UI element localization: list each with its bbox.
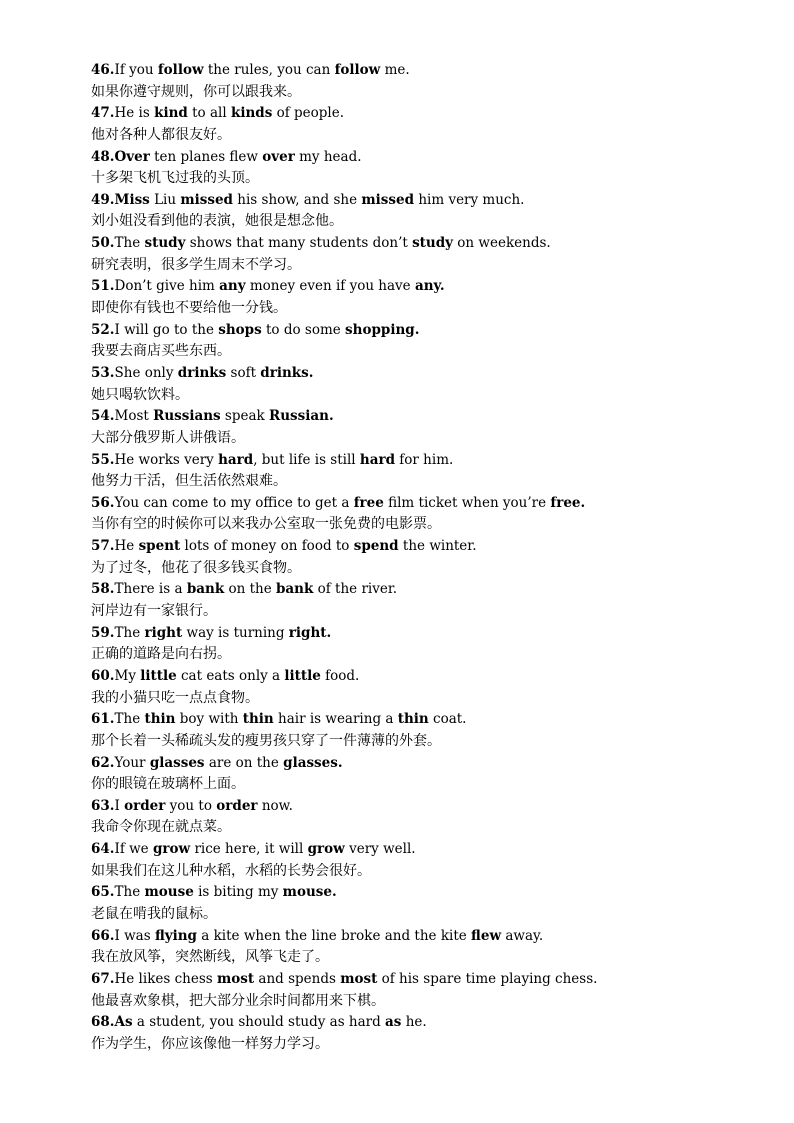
highlighted-word: follow bbox=[334, 62, 381, 78]
sentence-number: 54. bbox=[91, 408, 115, 425]
sentence-text: money even if you have bbox=[245, 278, 415, 295]
highlighted-word: right bbox=[144, 624, 183, 641]
sentence-number: 57. bbox=[91, 538, 115, 555]
sentence-number: 47. bbox=[91, 105, 115, 122]
sentence-number: 58. bbox=[91, 581, 115, 598]
highlighted-word: spent bbox=[138, 538, 181, 555]
english-sentence bbox=[91, 190, 731, 212]
sentence-text: a student, you should study bbox=[132, 1014, 330, 1031]
english-sentence bbox=[91, 406, 731, 428]
chinese-translation: 作为学生，你应该像他一样努力学习。 bbox=[91, 1035, 329, 1052]
sentence-text: is biting my bbox=[193, 884, 283, 901]
sentence-text: of his spare time playing chess. bbox=[377, 970, 598, 987]
english-sentence bbox=[91, 666, 731, 688]
sentence-text: If we bbox=[114, 841, 153, 858]
english-sentence bbox=[91, 536, 731, 558]
sentence-text: soft bbox=[226, 364, 261, 381]
english-sentence bbox=[91, 926, 731, 948]
english-sentence bbox=[91, 623, 731, 645]
highlighted-word: drinks. bbox=[260, 364, 314, 381]
chinese-translation: 正确的道路是向右拐。 bbox=[91, 646, 231, 663]
chinese-translation: 大部分俄罗斯人讲俄语。 bbox=[91, 429, 245, 446]
highlighted-word: as bbox=[385, 1014, 402, 1031]
highlighted-word: most bbox=[216, 970, 255, 987]
highlighted-word: flying bbox=[154, 927, 197, 944]
chinese-translation: 老鼠在啃我的鼠标。 bbox=[91, 905, 217, 922]
chinese-translation: 即使你有钱也不要给他一分钱。 bbox=[91, 300, 287, 317]
sentence-text: me. bbox=[380, 62, 410, 78]
sentence-text: the rules, you can bbox=[203, 62, 335, 78]
sentence-number: 48. bbox=[91, 148, 115, 165]
highlighted-word: mouse. bbox=[282, 884, 337, 901]
chinese-translation: 我的小猫只吃一点点食物。 bbox=[91, 689, 259, 706]
english-sentence bbox=[91, 60, 731, 82]
highlighted-word: bank bbox=[186, 581, 225, 598]
sentence-number: 55. bbox=[91, 451, 115, 468]
highlighted-word: right. bbox=[288, 624, 332, 641]
sentence-number: 65. bbox=[91, 884, 115, 901]
highlighted-word: Over bbox=[114, 148, 150, 165]
sentence-text: , but life is still bbox=[253, 451, 360, 468]
highlighted-word: grow bbox=[152, 841, 191, 858]
sentence-text: on weekends. bbox=[453, 235, 551, 252]
sentence-text: She only bbox=[114, 364, 178, 381]
chinese-translation: 研究表明，很多学生周末不学习。 bbox=[91, 256, 301, 273]
highlighted-word: any. bbox=[414, 278, 445, 295]
sentence-text: of the river. bbox=[313, 581, 398, 598]
sentence-number: 63. bbox=[91, 797, 115, 814]
english-sentence bbox=[91, 839, 731, 861]
english-sentence bbox=[91, 103, 731, 125]
sentence-text: a kite when the line broke and the kite bbox=[197, 927, 472, 944]
highlighted-word: kinds bbox=[230, 105, 273, 122]
chinese-translation: 如果你遵守规则，你可以跟我来。 bbox=[91, 83, 301, 100]
document-body bbox=[91, 60, 731, 1055]
highlighted-word: Miss bbox=[114, 191, 150, 208]
highlighted-word: As bbox=[114, 1014, 133, 1031]
english-sentence bbox=[91, 320, 731, 342]
sentence-text: his show, and she bbox=[233, 191, 362, 208]
sentence-text: lots of money on food to bbox=[180, 538, 354, 555]
sentence-number: 60. bbox=[91, 667, 115, 684]
chinese-translation: 为了过冬，他花了很多钱买食物。 bbox=[91, 559, 301, 576]
highlighted-word: study bbox=[412, 235, 454, 252]
sentence-text: He bbox=[114, 538, 139, 555]
highlighted-word: most bbox=[340, 970, 378, 987]
sentence-text: very well. bbox=[344, 841, 416, 858]
english-sentence bbox=[91, 753, 731, 775]
sentence-text: My bbox=[114, 667, 141, 684]
sentence-text: The bbox=[114, 624, 145, 641]
sentence-text: The bbox=[114, 235, 145, 252]
sentence-text: film ticket when you’re bbox=[383, 494, 551, 511]
sentence-text: and spends bbox=[254, 970, 341, 987]
sentence-text: on the bbox=[224, 581, 276, 598]
sentence-text: Liu bbox=[149, 191, 181, 208]
highlighted-word: drinks bbox=[177, 364, 227, 381]
english-sentence bbox=[91, 493, 731, 515]
sentence-text: away. bbox=[501, 927, 544, 944]
sentence-number: 64. bbox=[91, 841, 115, 858]
highlighted-word: missed bbox=[361, 191, 415, 208]
sentence-text: I bbox=[114, 797, 125, 814]
sentence-text: There is a bbox=[114, 581, 187, 598]
chinese-translation: 他努力干活，但生活依然艰难。 bbox=[91, 473, 287, 490]
english-sentence bbox=[91, 233, 731, 255]
highlighted-word: study bbox=[144, 235, 186, 252]
chinese-translation: 我命令你现在就点菜。 bbox=[91, 819, 231, 836]
chinese-translation: 我要去商店买些东西。 bbox=[91, 343, 231, 360]
english-sentence bbox=[91, 450, 731, 472]
highlighted-word: thin bbox=[144, 711, 176, 728]
sentence-text: the winter. bbox=[398, 538, 477, 555]
chinese-translation: 那个长着一头稀疏头发的瘦男孩只穿了一件薄薄的外套。 bbox=[91, 732, 441, 749]
highlighted-word: shopping. bbox=[345, 321, 420, 338]
sentence-text: shows that many students don’t bbox=[185, 235, 413, 252]
highlighted-word: bank bbox=[275, 581, 314, 598]
highlighted-word: hard bbox=[218, 451, 254, 468]
chinese-translation: 她只喝软饮料。 bbox=[91, 386, 189, 403]
sentence-text: He works very bbox=[114, 451, 219, 468]
sentence-text: You can come to my office to get a bbox=[114, 494, 354, 511]
highlighted-word: free bbox=[353, 494, 384, 511]
sentence-number: 66. bbox=[91, 927, 115, 944]
sentence-text: to all bbox=[187, 105, 231, 122]
sentence-text: food. bbox=[320, 667, 360, 684]
sentence-text: hair is wearing a bbox=[273, 711, 398, 728]
sentence-number: 52. bbox=[91, 321, 115, 338]
english-sentence bbox=[91, 363, 731, 385]
sentence-text: to do some bbox=[261, 321, 346, 338]
highlighted-word: spend bbox=[353, 538, 399, 555]
sentence-number: 51. bbox=[91, 278, 115, 295]
sentence-number: 59. bbox=[91, 624, 115, 641]
highlighted-word: order bbox=[216, 797, 258, 814]
highlighted-word: glasses. bbox=[283, 754, 343, 771]
sentence-text: speak bbox=[220, 408, 270, 425]
chinese-translation: 十多架飞机飞过我的头顶。 bbox=[91, 170, 259, 187]
sentence-text: The bbox=[114, 884, 145, 901]
sentence-text: hard bbox=[344, 1014, 386, 1031]
chinese-translation: 如果我们在这儿种水稻，水稻的长势会很好。 bbox=[91, 862, 371, 879]
sentence-text: He is bbox=[114, 105, 155, 122]
sentence-text: are on the bbox=[204, 754, 284, 771]
sentence-text: cat eats only a bbox=[176, 667, 285, 684]
sentence-text: He likes chess bbox=[114, 970, 217, 987]
highlighted-word: free. bbox=[550, 494, 586, 511]
english-sentence bbox=[91, 579, 731, 601]
sentence-number: 50. bbox=[91, 235, 115, 252]
highlighted-word: flew bbox=[471, 927, 502, 944]
highlighted-word: over bbox=[262, 148, 295, 165]
highlighted-word: any bbox=[219, 278, 246, 295]
chinese-translation: 当你有空的时候你可以来我办公室取一张免费的电影票。 bbox=[91, 516, 441, 533]
chinese-translation: 刘小姐没看到他的表演，她很是想念他。 bbox=[91, 213, 343, 230]
highlighted-word: mouse bbox=[144, 884, 194, 901]
sentence-text: Your bbox=[114, 754, 150, 771]
highlighted-word: grow bbox=[307, 841, 345, 858]
sentence-text: rice here, it will bbox=[190, 841, 308, 858]
sentence-text: boy with bbox=[175, 711, 243, 728]
sentence-text: of people. bbox=[272, 105, 345, 122]
sentence-number: 56. bbox=[91, 494, 115, 511]
sentence-text: If you bbox=[114, 62, 158, 78]
highlighted-word: shops bbox=[218, 321, 262, 338]
sentence-text: you to bbox=[165, 797, 217, 814]
highlighted-word: follow bbox=[157, 62, 204, 78]
highlighted-word: missed bbox=[180, 191, 233, 208]
sentence-number: 46. bbox=[91, 62, 115, 78]
sentence-text: he. bbox=[401, 1014, 427, 1031]
sentence-text: now. bbox=[257, 797, 293, 814]
english-sentence bbox=[91, 276, 731, 298]
sentence-text: my head. bbox=[294, 148, 362, 165]
sentence-text: ten planes flew bbox=[149, 148, 263, 165]
sentence-number: 68. bbox=[91, 1014, 115, 1031]
english-sentence bbox=[91, 882, 731, 904]
sentence-number: 61. bbox=[91, 711, 115, 728]
sentence-text: Don’t give him bbox=[114, 278, 220, 295]
highlighted-word: Russians bbox=[153, 408, 221, 425]
sentence-number: 67. bbox=[91, 970, 115, 987]
english-sentence bbox=[91, 147, 731, 169]
highlighted-word: order bbox=[124, 797, 166, 814]
highlighted-word: little bbox=[284, 667, 321, 684]
chinese-translation: 你的眼镜在玻璃杯上面。 bbox=[91, 776, 245, 793]
sentence-number: 49. bbox=[91, 191, 115, 208]
chinese-translation: 他最喜欢象棋，把大部分业余时间都用来下棋。 bbox=[91, 992, 385, 1009]
sentence-text: him very much. bbox=[414, 191, 525, 208]
english-sentence bbox=[91, 1012, 731, 1034]
highlighted-word: kind bbox=[154, 105, 188, 122]
sentence-text: I was bbox=[114, 927, 155, 944]
chinese-translation: 我在放风筝，突然断线，风筝飞走了。 bbox=[91, 949, 329, 966]
sentence-text: for him. bbox=[395, 451, 454, 468]
sentence-text: I will go to the bbox=[114, 321, 219, 338]
highlighted-word: Russian. bbox=[269, 408, 334, 425]
highlighted-word: thin bbox=[242, 711, 274, 728]
english-sentence bbox=[91, 969, 731, 991]
highlighted-word: little bbox=[140, 667, 177, 684]
sentence-number: 53. bbox=[91, 364, 115, 381]
sentence-text: as bbox=[329, 1014, 345, 1031]
highlighted-word: glasses bbox=[149, 754, 205, 771]
sentence-text: coat. bbox=[428, 711, 467, 728]
sentence-text: The bbox=[114, 711, 145, 728]
highlighted-word: hard bbox=[359, 451, 396, 468]
sentence-text: way is turning bbox=[182, 624, 289, 641]
sentence-text: Most bbox=[114, 408, 154, 425]
english-sentence bbox=[91, 796, 731, 818]
chinese-translation: 他对各种人都很友好。 bbox=[91, 126, 231, 143]
sentence-number: 62. bbox=[91, 754, 115, 771]
english-sentence bbox=[91, 709, 731, 731]
chinese-translation: 河岸边有一家银行。 bbox=[91, 603, 217, 620]
highlighted-word: thin bbox=[397, 711, 429, 728]
